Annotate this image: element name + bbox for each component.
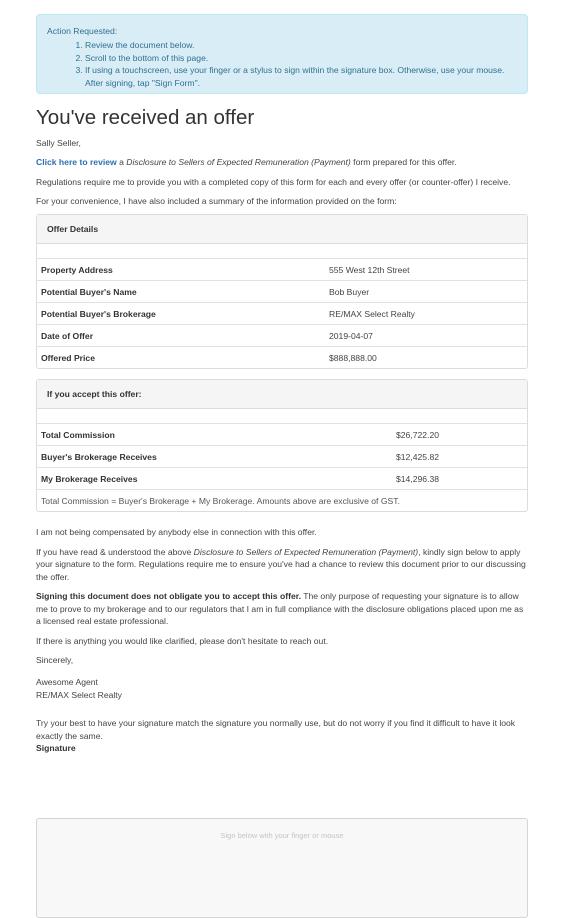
form-name: Disclosure to Sellers of Expected Remuneration (Payment) (126, 157, 351, 168)
if-read-text-end: , kindly sign below to apply your signature to the form. Regulations require me to ensure you've had a chance to review this document prior to our discussing the offer. (36, 546, 526, 582)
row-label: Property Address (37, 259, 325, 281)
alert-steps (47, 39, 517, 89)
intro-text-end: form prepared for this offer. (350, 157, 457, 168)
convenience-paragraph: For your convenience, I have also included a summary of the information provided on the form: (36, 195, 397, 206)
row-label: Total Commission (37, 424, 392, 446)
closing: Sincerely, (36, 655, 74, 666)
row-value: $888,888.00 (325, 347, 527, 369)
alert-step: 2. Scroll to the bottom of this page. (85, 52, 517, 64)
row-label: Buyer's Brokerage Receives (37, 446, 392, 468)
row-label: Offered Price (37, 347, 325, 369)
if-read-text: If you have read & understood the above (36, 546, 194, 557)
signature-pad[interactable] (36, 818, 528, 918)
intro-paragraph (36, 156, 528, 168)
row-label: Date of Offer (37, 325, 325, 347)
content (36, 14, 528, 755)
row-value: 555 West 12th Street (325, 259, 527, 281)
intro-text: a (116, 157, 127, 168)
signature-placeholder: Sign below with your finger or mouse (220, 831, 344, 840)
table-row (37, 303, 527, 325)
panel-title: If you accept this offer: (37, 380, 527, 409)
offer-details-panel (36, 214, 528, 369)
table-row (37, 424, 527, 446)
row-value: Bob Buyer (325, 281, 527, 303)
table-row (37, 281, 527, 303)
form-name: Disclosure to Sellers of Expected Remuneration (Payment) (193, 546, 419, 557)
table-row (37, 347, 527, 369)
table-row (37, 325, 527, 347)
alert-title: Action Requested: (47, 26, 118, 36)
signature-instructions: Try your best to have your signature match the signature you normally use, but do not worry if you find it difficult to have it look exactly the same. (36, 718, 516, 741)
row-value: $14,296.38 (392, 468, 527, 490)
agent-name: Awesome Agent (36, 677, 98, 688)
row-value: 2019-04-07 (325, 325, 527, 347)
signing-paragraph (36, 590, 528, 627)
regulations-paragraph: Regulations require me to provide you with a completed copy of this form for each and every offer (or counter-offer) I receive. (36, 176, 511, 187)
row-value: RE/MAX Select Realty (325, 303, 527, 325)
agent-brokerage: RE/MAX Select Realty (36, 689, 122, 700)
not-compensated-paragraph: I am not being compensated by anybody else in connection with this offer. (36, 527, 317, 538)
table-row (37, 468, 527, 490)
table-row (37, 259, 527, 281)
action-requested-alert (36, 14, 528, 94)
row-label: Potential Buyer's Name (37, 281, 325, 303)
review-form-link[interactable]: Click here to review (36, 157, 117, 168)
offer-details-table (37, 258, 527, 368)
table-row (37, 490, 527, 512)
row-label: Potential Buyer's Brokerage (37, 303, 325, 325)
alert-step: 1. Review the document below. (85, 39, 517, 51)
accept-offer-panel (36, 379, 528, 512)
greeting: Sally Seller, (36, 137, 81, 148)
commission-note: Total Commission = Buyer's Brokerage + My Brokerage. Amounts above are exclusive of GST. (37, 490, 527, 512)
panel-title: Offer Details (37, 215, 527, 244)
signing-text: The only purpose of requesting your signature is to allow me to prove to my brokerage and to our regulators that I am in full compliance with the disclosure obligations placed upon me as a licensed real estate professional. (36, 591, 524, 627)
if-read-paragraph (36, 546, 528, 583)
row-label: My Brokerage Receives (37, 468, 392, 490)
signing-emphasis: Signing this document does not obligate you to accept this offer. (36, 591, 301, 602)
clarified-paragraph: If there is anything you would like clarified, please don't hesitate to reach out. (36, 635, 329, 646)
page-title: You've received an offer (36, 106, 255, 129)
signature-label: Signature (36, 743, 76, 754)
commission-table (37, 423, 527, 511)
alert-step: 3. If using a touchscreen, use your finger or a stylus to sign within the signature box. Otherwise, use your mouse. After signing, tap "Sign Form". (85, 64, 517, 89)
row-value: $26,722.20 (392, 424, 527, 446)
row-value: $12,425.82 (392, 446, 527, 468)
table-row (37, 446, 527, 468)
